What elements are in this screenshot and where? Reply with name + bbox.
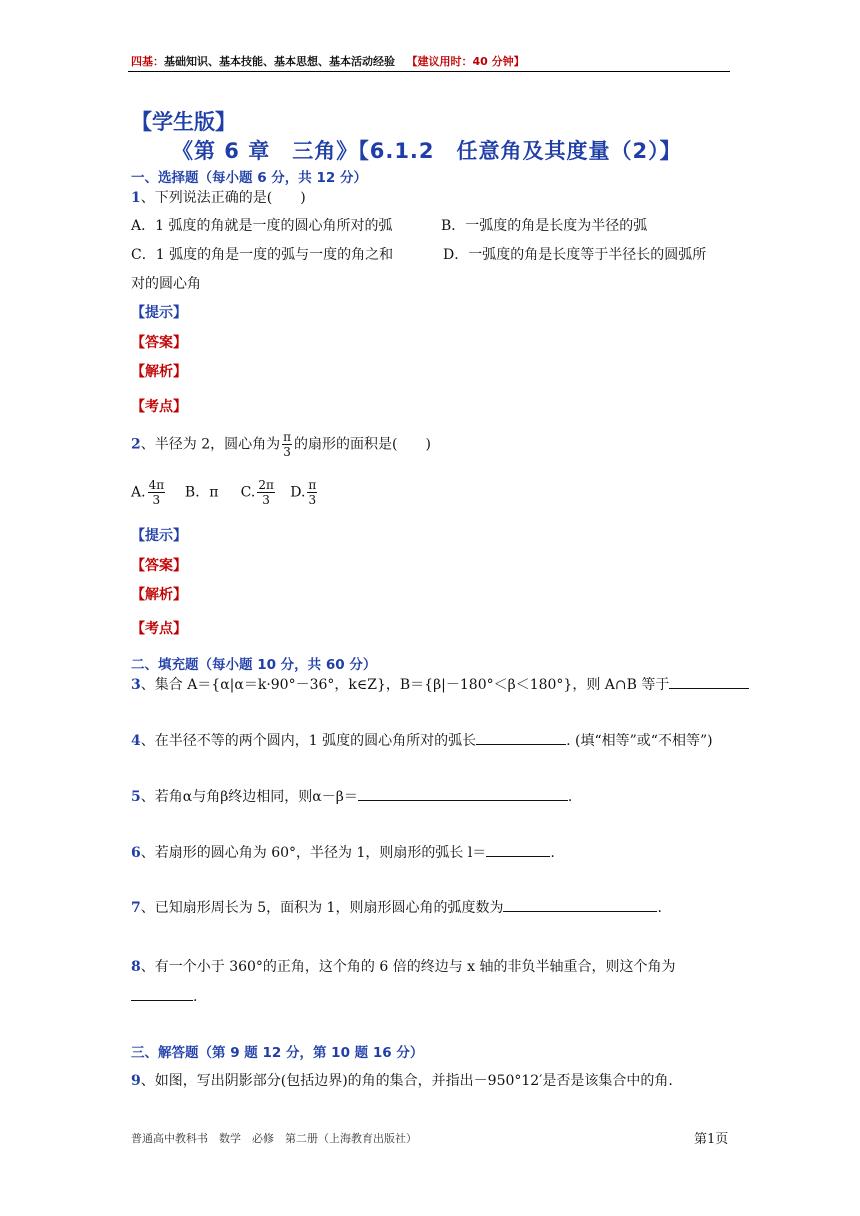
section-2-heading: 二、填充题（每小题 10 分，共 60 分） xyxy=(131,657,377,673)
q2-stem-fraction xyxy=(282,430,292,459)
page-header xyxy=(131,53,525,69)
q2-hint-tag: 【提示】 xyxy=(131,528,187,544)
section-3-heading: 三、解答题（第 9 题 12 分，第 10 题 16 分） xyxy=(131,1045,424,1061)
q2-stem-frac-den: 3 xyxy=(283,445,291,459)
q2-option-d-fraction xyxy=(307,478,317,507)
q2-a-den: 3 xyxy=(152,493,161,507)
q2-c-den: 3 xyxy=(262,493,270,507)
q1-option-d: D．一弧度的角是长度等于半径长的圆弧所 xyxy=(443,247,707,263)
q2-option-d-label: D. xyxy=(290,484,306,501)
q1-analysis-tag: 【解析】 xyxy=(131,364,187,380)
q2-point-tag: 【考点】 xyxy=(131,621,187,637)
question-7-number: 7 xyxy=(131,900,141,916)
question-8 xyxy=(131,956,731,976)
question-7 xyxy=(131,897,662,917)
q2-option-a-label: A. xyxy=(131,484,146,501)
question-6-tail: . xyxy=(550,845,555,861)
header-text: 基础知识、基本技能、基本思想、基本活动经验 xyxy=(164,55,395,68)
q2-answer-tag: 【答案】 xyxy=(131,558,187,574)
q2-options xyxy=(131,478,319,507)
question-6-text: 、若扇形的圆心角为 60°，半径为 1，则扇形的弧长 l＝ xyxy=(140,845,487,861)
q1-option-a: A．1 弧度的角就是一度的圆心角所对的弧 xyxy=(131,218,393,234)
question-4-text: 、在半径不等的两个圆内，1 弧度的圆心角所对的弧长 xyxy=(140,733,477,749)
question-2-number: 2 xyxy=(131,436,141,453)
q2-d-num: π xyxy=(308,478,317,492)
question-2 xyxy=(131,430,431,459)
page-footer-source: 普通高中教科书 数学 必修 第二册（上海教育出版社） xyxy=(131,1132,417,1145)
question-4-number: 4 xyxy=(131,733,141,749)
q2-option-c-fraction xyxy=(257,478,275,507)
q4-answer-blank[interactable] xyxy=(476,730,566,745)
student-label: 【学生版】 xyxy=(131,110,236,134)
header-time: 【建议用时：40 分钟】 xyxy=(406,55,525,68)
question-4-tail: . (填“相等”或“不相等”) xyxy=(566,733,713,749)
q2-option-b: B．π xyxy=(184,484,219,501)
q1-point-tag: 【考点】 xyxy=(131,399,187,415)
question-5-text: 、若角α与角β终边相同，则α－β＝ xyxy=(140,789,358,805)
q2-d-den: 3 xyxy=(308,493,317,507)
q5-answer-blank[interactable] xyxy=(358,786,568,801)
q6-answer-blank[interactable] xyxy=(486,842,550,857)
question-3-text: 、集合 A＝{α|α＝k·90°－36°，k∈Z}，B＝{β|－180°＜β＜180°}，则 A∩B 等于 xyxy=(140,677,670,693)
q2-option-a-fraction xyxy=(148,478,166,507)
question-8-number: 8 xyxy=(131,959,141,975)
question-5-number: 5 xyxy=(131,789,141,805)
page-number: 第1页 xyxy=(694,1132,729,1147)
q1-option-d-cont: 对的圆心角 xyxy=(131,276,201,292)
page-title: 《第 6 章 三角》【6.1.2 任意角及其度量（2）】 xyxy=(172,139,682,163)
q2-option-c-label: C. xyxy=(240,484,256,501)
q2-a-num: 4π xyxy=(148,478,165,492)
question-2-stem-post: 的扇形的面积是( ) xyxy=(294,436,431,453)
question-8-answer-line xyxy=(131,986,197,1005)
question-2-stem-pre: 、半径为 2，圆心角为 xyxy=(140,436,281,453)
question-9-text: 、如图，写出阴影部分(包括边界)的角的集合，并指出－950°12′是否是该集合中的角. xyxy=(140,1073,673,1089)
question-3 xyxy=(131,674,749,694)
q8-answer-blank[interactable] xyxy=(131,986,193,1001)
q2-analysis-tag: 【解析】 xyxy=(131,587,187,603)
question-5 xyxy=(131,786,572,806)
question-9 xyxy=(131,1070,673,1090)
question-1 xyxy=(131,187,306,207)
q1-option-c: C．1 弧度的角是一度的弧与一度的角之和 xyxy=(131,247,394,263)
question-9-number: 9 xyxy=(131,1073,141,1089)
q2-c-num: 2π xyxy=(258,478,274,492)
q3-answer-blank[interactable] xyxy=(669,674,749,689)
header-prefix: 四基： xyxy=(131,55,164,68)
q7-answer-blank[interactable] xyxy=(503,897,657,912)
header-divider xyxy=(128,71,730,72)
question-3-number: 3 xyxy=(131,677,141,693)
question-6 xyxy=(131,842,555,862)
q1-option-b: B．一弧度的角是长度为半径的弧 xyxy=(441,218,648,234)
question-8-text: 、有一个小于 360°的正角，这个角的 6 倍的终边与 x 轴的非负半轴重合，则这个角为 xyxy=(140,959,676,975)
q2-stem-frac-num: π xyxy=(283,430,291,444)
question-1-number: 1 xyxy=(131,190,141,206)
q1-answer-tag: 【答案】 xyxy=(131,335,187,351)
section-1-heading: 一、选择题（每小题 6 分，共 12 分） xyxy=(131,170,367,186)
question-6-number: 6 xyxy=(131,845,141,861)
question-5-tail: . xyxy=(567,789,573,805)
question-1-stem: 、下列说法正确的是( ) xyxy=(140,190,306,206)
question-8-tail: . xyxy=(193,989,198,1005)
q1-hint-tag: 【提示】 xyxy=(131,305,187,321)
question-7-tail: . xyxy=(657,900,662,916)
question-4 xyxy=(131,730,713,750)
question-7-text: 、已知扇形周长为 5，面积为 1，则扇形圆心角的弧度数为 xyxy=(140,900,504,916)
